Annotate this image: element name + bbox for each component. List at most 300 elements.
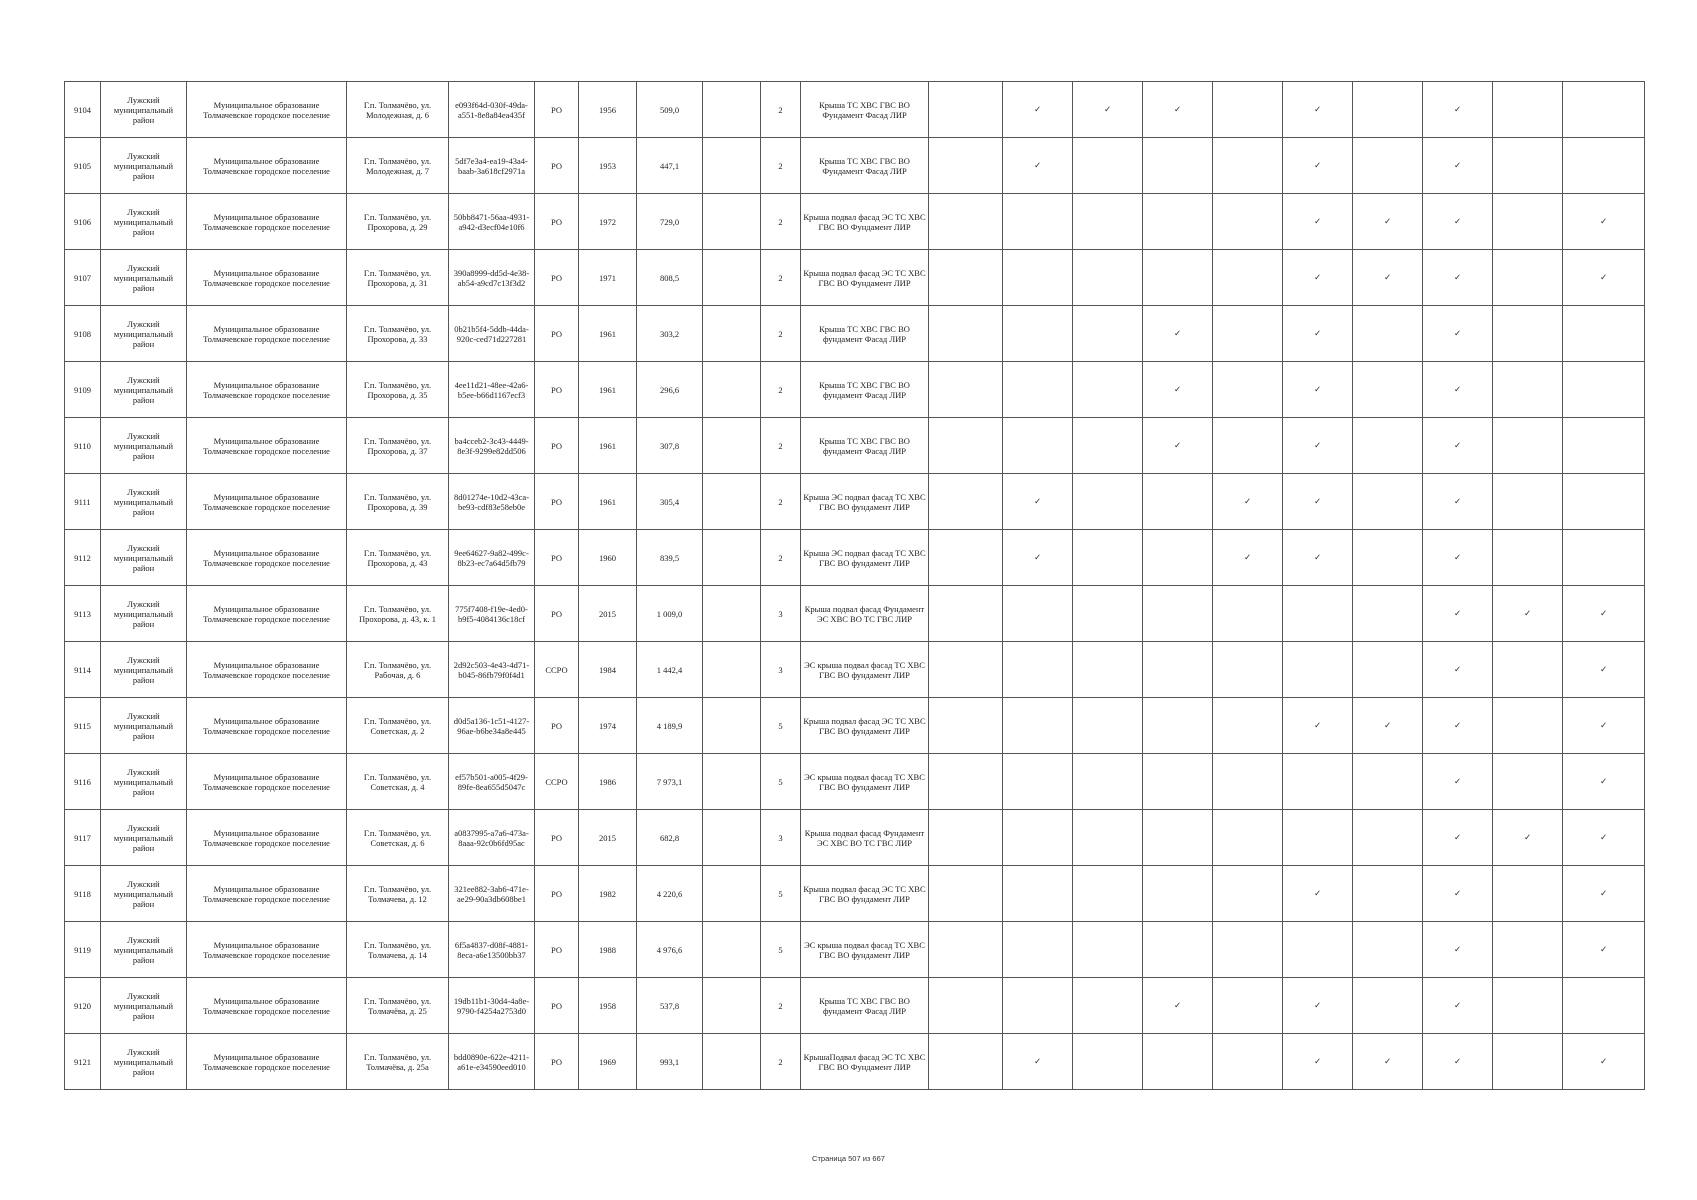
cell-area: 1 442,4 <box>637 642 703 698</box>
cell-area: 7 973,1 <box>637 754 703 810</box>
cell-guid: 50bb8471-56aa-4931-a942-d3ecf04e10f6 <box>449 194 535 250</box>
cell-year: 1974 <box>579 698 637 754</box>
check-mark-icon: ✓ <box>1423 306 1493 362</box>
cell-empty <box>929 866 1003 922</box>
cell-empty <box>1493 530 1563 586</box>
cell-empty <box>1003 754 1073 810</box>
check-mark-icon: ✓ <box>1423 474 1493 530</box>
cell-empty <box>1073 474 1143 530</box>
check-mark-icon: ✓ <box>1283 306 1353 362</box>
table-row <box>65 866 1645 922</box>
cell-record-number: 9117 <box>65 810 101 866</box>
cell-empty <box>929 474 1003 530</box>
cell-floors: 2 <box>761 306 801 362</box>
cell-empty <box>703 810 761 866</box>
check-mark-icon: ✓ <box>1423 1034 1493 1090</box>
cell-municipality: Муниципальное образование Толмачевское городское поселение <box>187 754 347 810</box>
cell-municipality: Муниципальное образование Толмачевское городское поселение <box>187 978 347 1034</box>
cell-empty <box>703 530 761 586</box>
cell-empty <box>1073 1034 1143 1090</box>
cell-empty <box>1143 1034 1213 1090</box>
cell-empty <box>1213 362 1283 418</box>
check-mark-icon: ✓ <box>1423 866 1493 922</box>
cell-municipality: Муниципальное образование Толмачевское городское поселение <box>187 194 347 250</box>
cell-municipality: Муниципальное образование Толмачевское городское поселение <box>187 866 347 922</box>
cell-empty <box>1143 810 1213 866</box>
check-mark-icon: ✓ <box>1073 82 1143 138</box>
cell-empty <box>1073 138 1143 194</box>
cell-works: Крыша ЭС подвал фасад ТС ХВС ГВС ВО фундамент ЛИР <box>801 530 929 586</box>
cell-floors: 3 <box>761 642 801 698</box>
cell-floors: 5 <box>761 922 801 978</box>
table-row <box>65 250 1645 306</box>
cell-district: Лужский муниципальный район <box>101 642 187 698</box>
cell-year: 1953 <box>579 138 637 194</box>
cell-address: Г.п. Толмачёво, ул. Толмачева, д. 12 <box>347 866 449 922</box>
cell-empty <box>1073 642 1143 698</box>
cell-empty <box>929 586 1003 642</box>
cell-works: Крыша подвал фасад Фундамент ЭС ХВС ВО ТС ГВС ЛИР <box>801 810 929 866</box>
cell-empty <box>929 978 1003 1034</box>
table-row <box>65 754 1645 810</box>
cell-year: 1984 <box>579 642 637 698</box>
cell-record-number: 9107 <box>65 250 101 306</box>
cell-record-number: 9118 <box>65 866 101 922</box>
cell-floors: 3 <box>761 586 801 642</box>
table-row <box>65 194 1645 250</box>
check-mark-icon: ✓ <box>1143 362 1213 418</box>
cell-guid: ba4cceb2-3c43-4449-8e3f-9299e82dd506 <box>449 418 535 474</box>
cell-municipality: Муниципальное образование Толмачевское городское поселение <box>187 250 347 306</box>
cell-address: Г.п. Толмачёво, ул. Прохорова, д. 33 <box>347 306 449 362</box>
cell-address: Г.п. Толмачёво, ул. Прохорова, д. 39 <box>347 474 449 530</box>
cell-empty <box>929 642 1003 698</box>
cell-floors: 2 <box>761 82 801 138</box>
cell-empty <box>1493 306 1563 362</box>
cell-district: Лужский муниципальный район <box>101 138 187 194</box>
check-mark-icon: ✓ <box>1283 250 1353 306</box>
cell-type: РО <box>535 586 579 642</box>
cell-area: 1 009,0 <box>637 586 703 642</box>
cell-empty <box>1353 362 1423 418</box>
cell-empty <box>1353 82 1423 138</box>
check-mark-icon: ✓ <box>1423 754 1493 810</box>
cell-empty <box>1283 642 1353 698</box>
cell-record-number: 9108 <box>65 306 101 362</box>
cell-empty <box>1563 138 1645 194</box>
cell-district: Лужский муниципальный район <box>101 754 187 810</box>
cell-address: Г.п. Толмачёво, ул. Рабочая, д. 6 <box>347 642 449 698</box>
cell-floors: 2 <box>761 250 801 306</box>
check-mark-icon: ✓ <box>1283 82 1353 138</box>
cell-empty <box>929 250 1003 306</box>
cell-empty <box>1493 138 1563 194</box>
cell-address: Г.п. Толмачёво, ул. Советская, д. 4 <box>347 754 449 810</box>
cell-empty <box>1003 866 1073 922</box>
cell-empty <box>1563 474 1645 530</box>
cell-empty <box>1353 418 1423 474</box>
cell-record-number: 9105 <box>65 138 101 194</box>
cell-empty <box>1353 530 1423 586</box>
cell-guid: 2d92c503-4e43-4d71-b045-86fb79f0f4d1 <box>449 642 535 698</box>
cell-empty <box>703 474 761 530</box>
cell-empty <box>1213 642 1283 698</box>
check-mark-icon: ✓ <box>1283 1034 1353 1090</box>
page-footer: Страница 507 из 667 <box>812 1154 885 1163</box>
cell-empty <box>1493 194 1563 250</box>
cell-empty <box>1143 642 1213 698</box>
cell-empty <box>1563 978 1645 1034</box>
cell-district: Лужский муниципальный район <box>101 1034 187 1090</box>
cell-type: РО <box>535 978 579 1034</box>
cell-guid: a0837995-a7a6-473a-8aaa-92c0b6fd95ac <box>449 810 535 866</box>
cell-empty <box>703 418 761 474</box>
cell-works: Крыша подвал фасад ЭС ТС ХВС ГВС ВО фундамент ЛИР <box>801 866 929 922</box>
cell-empty <box>703 82 761 138</box>
cell-year: 2015 <box>579 586 637 642</box>
cell-district: Лужский муниципальный район <box>101 250 187 306</box>
check-mark-icon: ✓ <box>1563 250 1645 306</box>
cell-empty <box>703 586 761 642</box>
cell-works: КрышаПодвал фасад ЭС ТС ХВС ГВС ВО Фундамент ЛИР <box>801 1034 929 1090</box>
cell-empty <box>1353 866 1423 922</box>
cell-empty <box>1493 418 1563 474</box>
cell-municipality: Муниципальное образование Толмачевское городское поселение <box>187 362 347 418</box>
table-row <box>65 698 1645 754</box>
cell-empty <box>1073 586 1143 642</box>
cell-district: Лужский муниципальный район <box>101 474 187 530</box>
check-mark-icon: ✓ <box>1423 250 1493 306</box>
cell-year: 1961 <box>579 362 637 418</box>
cell-empty <box>1353 810 1423 866</box>
cell-empty <box>703 306 761 362</box>
cell-empty <box>703 698 761 754</box>
cell-area: 307,8 <box>637 418 703 474</box>
cell-record-number: 9106 <box>65 194 101 250</box>
cell-type: РО <box>535 82 579 138</box>
cell-area: 305,4 <box>637 474 703 530</box>
cell-guid: 8d01274e-10d2-43ca-be93-cdf83e58eb0e <box>449 474 535 530</box>
cell-empty <box>1143 866 1213 922</box>
cell-empty <box>1073 306 1143 362</box>
cell-empty <box>1493 362 1563 418</box>
cell-municipality: Муниципальное образование Толмачевское городское поселение <box>187 138 347 194</box>
cell-municipality: Муниципальное образование Толмачевское городское поселение <box>187 810 347 866</box>
table-row <box>65 418 1645 474</box>
cell-empty <box>1563 530 1645 586</box>
table-row <box>65 530 1645 586</box>
cell-guid: d0d5a136-1c51-4127-96ae-b6be34a8e445 <box>449 698 535 754</box>
cell-works: Крыша подвал фасад Фундамент ЭС ХВС ВО ТС ГВС ЛИР <box>801 586 929 642</box>
cell-works: Крыша ЭС подвал фасад ТС ХВС ГВС ВО фундамент ЛИР <box>801 474 929 530</box>
cell-address: Г.п. Толмачёво, ул. Советская, д. 2 <box>347 698 449 754</box>
cell-type: РО <box>535 810 579 866</box>
cell-district: Лужский муниципальный район <box>101 866 187 922</box>
cell-municipality: Муниципальное образование Толмачевское городское поселение <box>187 1034 347 1090</box>
cell-empty <box>1143 754 1213 810</box>
cell-record-number: 9114 <box>65 642 101 698</box>
cell-record-number: 9112 <box>65 530 101 586</box>
cell-area: 4 189,9 <box>637 698 703 754</box>
cell-district: Лужский муниципальный район <box>101 530 187 586</box>
cell-empty <box>1493 1034 1563 1090</box>
check-mark-icon: ✓ <box>1003 474 1073 530</box>
cell-empty <box>1283 586 1353 642</box>
table-body <box>65 82 1645 1090</box>
cell-type: ССРО <box>535 754 579 810</box>
cell-empty <box>1073 754 1143 810</box>
cell-floors: 2 <box>761 978 801 1034</box>
cell-empty <box>1353 642 1423 698</box>
cell-empty <box>1143 586 1213 642</box>
cell-works: Крыша ТС ХВС ГВС ВО Фундамент Фасад ЛИР <box>801 82 929 138</box>
cell-record-number: 9110 <box>65 418 101 474</box>
cell-area: 682,8 <box>637 810 703 866</box>
cell-area: 537,8 <box>637 978 703 1034</box>
check-mark-icon: ✓ <box>1143 306 1213 362</box>
cell-floors: 5 <box>761 754 801 810</box>
cell-municipality: Муниципальное образование Толмачевское городское поселение <box>187 586 347 642</box>
cell-empty <box>1143 138 1213 194</box>
cell-year: 1988 <box>579 922 637 978</box>
cell-address: Г.п. Толмачёво, ул. Прохорова, д. 43 <box>347 530 449 586</box>
cell-type: РО <box>535 474 579 530</box>
cell-empty <box>1073 698 1143 754</box>
cell-empty <box>1353 138 1423 194</box>
cell-type: РО <box>535 922 579 978</box>
cell-empty <box>703 1034 761 1090</box>
cell-district: Лужский муниципальный район <box>101 922 187 978</box>
cell-year: 2015 <box>579 810 637 866</box>
cell-guid: 321ee882-3ab6-471e-ae29-90a3db608be1 <box>449 866 535 922</box>
cell-floors: 2 <box>761 362 801 418</box>
cell-empty <box>1073 922 1143 978</box>
cell-empty <box>1073 362 1143 418</box>
cell-empty <box>1073 810 1143 866</box>
cell-floors: 2 <box>761 474 801 530</box>
check-mark-icon: ✓ <box>1283 418 1353 474</box>
check-mark-icon: ✓ <box>1143 418 1213 474</box>
cell-empty <box>1143 194 1213 250</box>
table-row <box>65 586 1645 642</box>
cell-empty <box>1143 474 1213 530</box>
cell-floors: 5 <box>761 866 801 922</box>
check-mark-icon: ✓ <box>1003 138 1073 194</box>
cell-empty <box>1353 978 1423 1034</box>
cell-area: 808,5 <box>637 250 703 306</box>
housing-registry-table <box>64 81 1645 1090</box>
cell-address: Г.п. Толмачёво, ул. Толмачёва, д. 25а <box>347 1034 449 1090</box>
cell-type: ССРО <box>535 642 579 698</box>
check-mark-icon: ✓ <box>1283 530 1353 586</box>
cell-guid: 775f7408-f19e-4ed0-b9f5-4084136c18cf <box>449 586 535 642</box>
cell-area: 303,2 <box>637 306 703 362</box>
cell-works: Крыша подвал фасад ЭС ТС ХВС ГВС ВО Фундамент ЛИР <box>801 194 929 250</box>
cell-address: Г.п. Толмачёво, ул. Прохорова, д. 31 <box>347 250 449 306</box>
cell-empty <box>1283 922 1353 978</box>
check-mark-icon: ✓ <box>1283 698 1353 754</box>
cell-type: РО <box>535 698 579 754</box>
check-mark-icon: ✓ <box>1423 642 1493 698</box>
cell-address: Г.п. Толмачёво, ул. Прохорова, д. 37 <box>347 418 449 474</box>
cell-empty <box>1493 474 1563 530</box>
check-mark-icon: ✓ <box>1213 530 1283 586</box>
check-mark-icon: ✓ <box>1143 82 1213 138</box>
check-mark-icon: ✓ <box>1353 1034 1423 1090</box>
cell-municipality: Муниципальное образование Толмачевское городское поселение <box>187 82 347 138</box>
check-mark-icon: ✓ <box>1423 586 1493 642</box>
check-mark-icon: ✓ <box>1003 82 1073 138</box>
cell-works: Крыша ТС ХВС ГВС ВО фундамент Фасад ЛИР <box>801 978 929 1034</box>
cell-empty <box>703 138 761 194</box>
cell-district: Лужский муниципальный район <box>101 698 187 754</box>
cell-empty <box>1003 250 1073 306</box>
check-mark-icon: ✓ <box>1563 642 1645 698</box>
cell-works: Крыша ТС ХВС ГВС ВО фундамент Фасад ЛИР <box>801 362 929 418</box>
cell-municipality: Муниципальное образование Толмачевское городское поселение <box>187 306 347 362</box>
cell-type: РО <box>535 194 579 250</box>
cell-empty <box>1073 530 1143 586</box>
cell-floors: 2 <box>761 194 801 250</box>
cell-year: 1960 <box>579 530 637 586</box>
cell-record-number: 9111 <box>65 474 101 530</box>
cell-works: Крыша подвал фасад ЭС ТС ХВС ГВС ВО фундамент ЛИР <box>801 698 929 754</box>
cell-empty <box>929 530 1003 586</box>
cell-empty <box>1143 922 1213 978</box>
cell-year: 1971 <box>579 250 637 306</box>
check-mark-icon: ✓ <box>1423 698 1493 754</box>
check-mark-icon: ✓ <box>1283 866 1353 922</box>
cell-address: Г.п. Толмачёво, ул. Прохорова, д. 43, к. 1 <box>347 586 449 642</box>
cell-type: РО <box>535 306 579 362</box>
cell-municipality: Муниципальное образование Толмачевское городское поселение <box>187 922 347 978</box>
cell-empty <box>1563 306 1645 362</box>
cell-empty <box>1003 698 1073 754</box>
cell-empty <box>1003 362 1073 418</box>
check-mark-icon: ✓ <box>1423 810 1493 866</box>
cell-empty <box>1073 194 1143 250</box>
cell-guid: 19db11b1-30d4-4a8e-9790-f4254a2753d0 <box>449 978 535 1034</box>
check-mark-icon: ✓ <box>1423 978 1493 1034</box>
cell-guid: 0b21b5f4-5ddb-44da-920c-ced71d227281 <box>449 306 535 362</box>
cell-area: 509,0 <box>637 82 703 138</box>
cell-area: 993,1 <box>637 1034 703 1090</box>
cell-address: Г.п. Толмачёво, ул. Толмачева, д. 14 <box>347 922 449 978</box>
cell-guid: 6f5a4837-d08f-4881-8eca-a6e13500bb37 <box>449 922 535 978</box>
cell-works: ЭС крыша подвал фасад ТС ХВС ГВС ВО фундамент ЛИР <box>801 642 929 698</box>
check-mark-icon: ✓ <box>1563 754 1645 810</box>
cell-year: 1958 <box>579 978 637 1034</box>
check-mark-icon: ✓ <box>1423 418 1493 474</box>
cell-floors: 2 <box>761 138 801 194</box>
cell-works: Крыша подвал фасад ЭС ТС ХВС ГВС ВО Фундамент ЛИР <box>801 250 929 306</box>
check-mark-icon: ✓ <box>1003 530 1073 586</box>
cell-empty <box>1283 810 1353 866</box>
check-mark-icon: ✓ <box>1213 474 1283 530</box>
table-row <box>65 810 1645 866</box>
cell-record-number: 9120 <box>65 978 101 1034</box>
cell-area: 296,6 <box>637 362 703 418</box>
check-mark-icon: ✓ <box>1563 866 1645 922</box>
cell-empty <box>1563 418 1645 474</box>
cell-empty <box>703 642 761 698</box>
cell-empty <box>1143 250 1213 306</box>
check-mark-icon: ✓ <box>1283 978 1353 1034</box>
cell-type: РО <box>535 866 579 922</box>
cell-district: Лужский муниципальный район <box>101 82 187 138</box>
cell-year: 1961 <box>579 418 637 474</box>
check-mark-icon: ✓ <box>1353 698 1423 754</box>
cell-empty <box>1353 474 1423 530</box>
cell-empty <box>1493 82 1563 138</box>
check-mark-icon: ✓ <box>1563 922 1645 978</box>
check-mark-icon: ✓ <box>1283 194 1353 250</box>
cell-empty <box>1493 978 1563 1034</box>
cell-empty <box>1493 642 1563 698</box>
cell-guid: 5df7e3a4-ea19-43a4-baab-3a618cf2971a <box>449 138 535 194</box>
cell-empty <box>1353 754 1423 810</box>
check-mark-icon: ✓ <box>1423 922 1493 978</box>
cell-empty <box>1493 250 1563 306</box>
cell-district: Лужский муниципальный район <box>101 418 187 474</box>
cell-address: Г.п. Толмачёво, ул. Толмачёва, д. 25 <box>347 978 449 1034</box>
cell-floors: 2 <box>761 530 801 586</box>
cell-empty <box>1213 250 1283 306</box>
cell-municipality: Муниципальное образование Толмачевское городское поселение <box>187 474 347 530</box>
cell-empty <box>703 922 761 978</box>
cell-floors: 2 <box>761 1034 801 1090</box>
cell-record-number: 9104 <box>65 82 101 138</box>
cell-address: Г.п. Толмачёво, ул. Молодежная, д. 6 <box>347 82 449 138</box>
cell-address: Г.п. Толмачёво, ул. Прохорова, д. 29 <box>347 194 449 250</box>
cell-area: 729,0 <box>637 194 703 250</box>
check-mark-icon: ✓ <box>1143 978 1213 1034</box>
cell-empty <box>929 418 1003 474</box>
check-mark-icon: ✓ <box>1493 810 1563 866</box>
cell-district: Лужский муниципальный район <box>101 586 187 642</box>
cell-guid: 9ee64627-9a82-499c-8b23-ec7a64d5fb79 <box>449 530 535 586</box>
cell-empty <box>1493 866 1563 922</box>
cell-empty <box>1143 698 1213 754</box>
check-mark-icon: ✓ <box>1423 138 1493 194</box>
cell-empty <box>1003 194 1073 250</box>
cell-year: 1969 <box>579 1034 637 1090</box>
cell-year: 1972 <box>579 194 637 250</box>
cell-empty <box>1213 586 1283 642</box>
cell-empty <box>1283 754 1353 810</box>
cell-area: 4 220,6 <box>637 866 703 922</box>
cell-district: Лужский муниципальный район <box>101 810 187 866</box>
cell-empty <box>1213 82 1283 138</box>
cell-empty <box>703 978 761 1034</box>
check-mark-icon: ✓ <box>1563 1034 1645 1090</box>
cell-municipality: Муниципальное образование Толмачевское городское поселение <box>187 418 347 474</box>
check-mark-icon: ✓ <box>1283 474 1353 530</box>
cell-address: Г.п. Толмачёво, ул. Советская, д. 6 <box>347 810 449 866</box>
cell-type: РО <box>535 250 579 306</box>
cell-empty <box>1213 810 1283 866</box>
cell-empty <box>1563 362 1645 418</box>
cell-year: 1982 <box>579 866 637 922</box>
cell-district: Лужский муниципальный район <box>101 978 187 1034</box>
cell-works: Крыша ТС ХВС ГВС ВО фундамент Фасад ЛИР <box>801 306 929 362</box>
cell-year: 1961 <box>579 306 637 362</box>
table-row <box>65 474 1645 530</box>
cell-empty <box>1213 698 1283 754</box>
cell-guid: 390a8999-dd5d-4e38-ab54-a9cd7c13f3d2 <box>449 250 535 306</box>
cell-year: 1961 <box>579 474 637 530</box>
cell-record-number: 9109 <box>65 362 101 418</box>
